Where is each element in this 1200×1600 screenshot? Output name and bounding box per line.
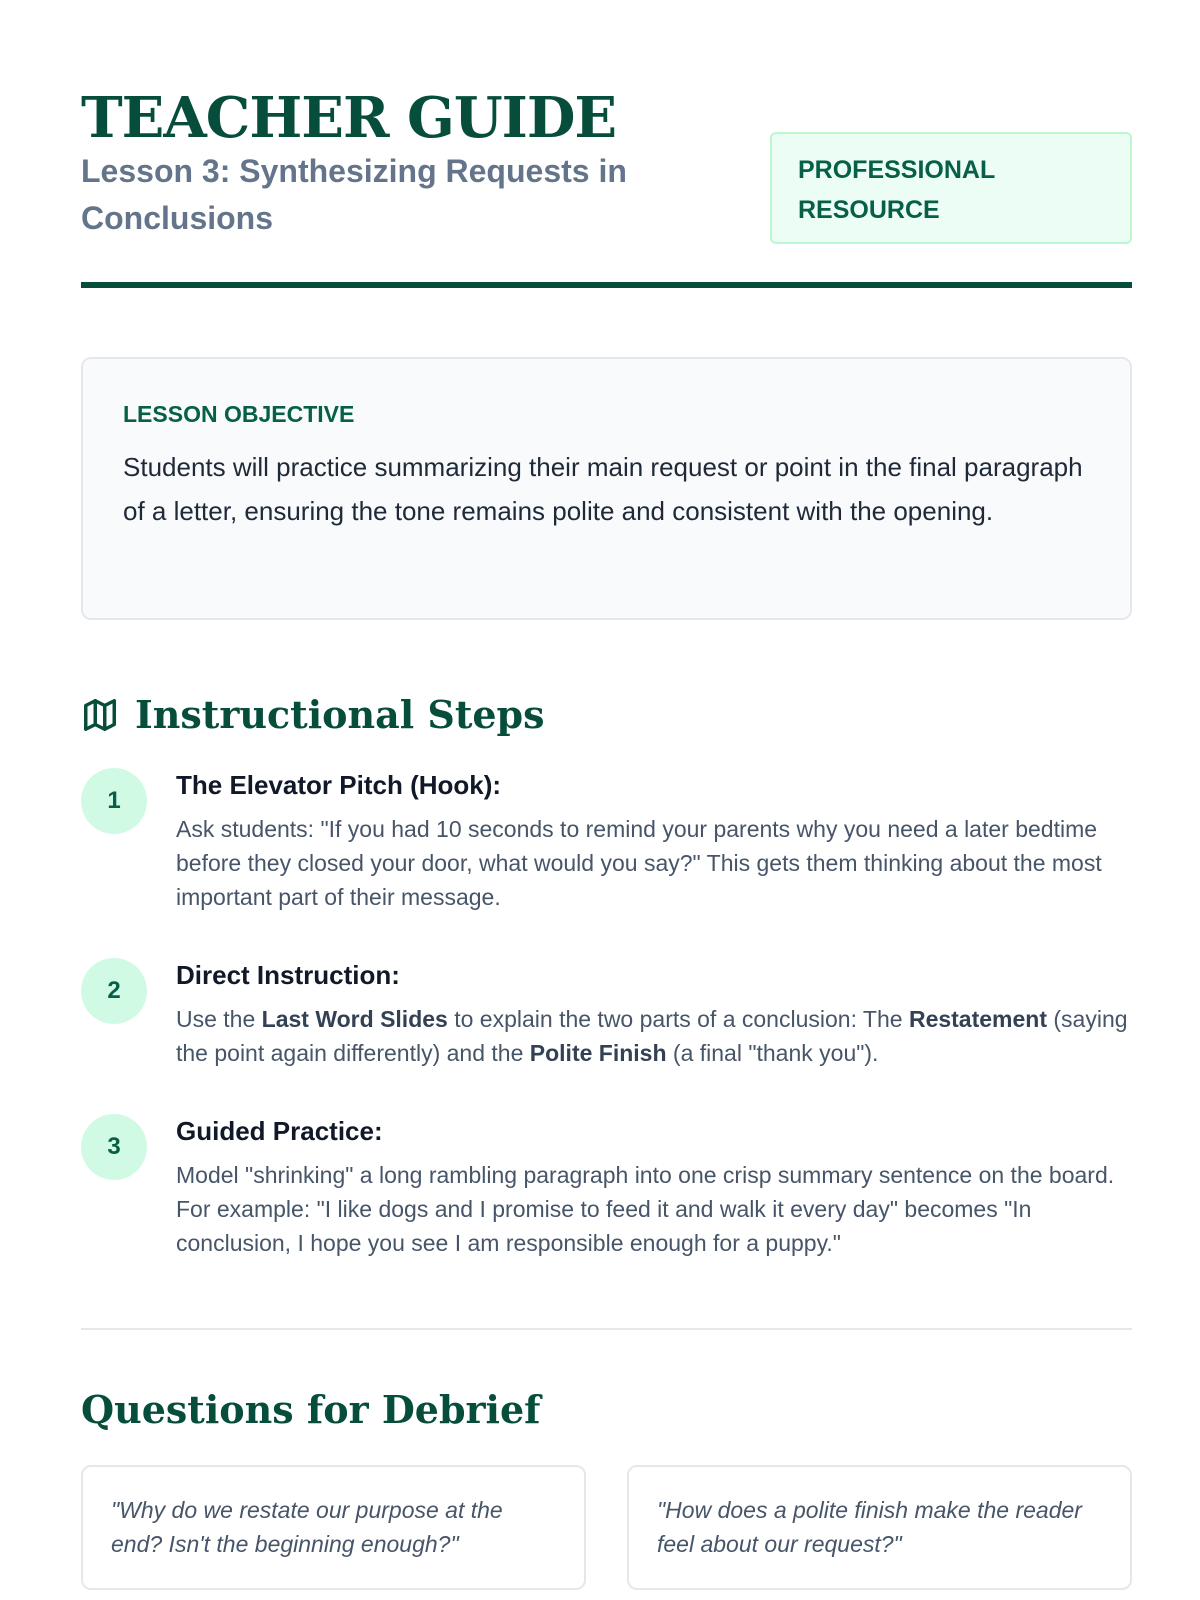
header (81, 86, 1132, 290)
objective-label: LESSON OBJECTIVE (123, 401, 355, 427)
debrief-question-card (627, 1465, 1132, 1590)
step-text-part: (saying the point again differently) and the (176, 1006, 1128, 1066)
badge-line-1: PROFESSIONAL (798, 156, 996, 184)
step-title: Guided Practice: (176, 1116, 383, 1146)
step-text: Model "shrinking" a long rambling paragraph into one crisp summary sentence on the board. For example: "I like dogs and I promise to feed it and walk it every day" becomes "In conclusion, I hope you see I am responsible enough for a puppy." (176, 1162, 1115, 1256)
step-text: Ask students: "If you had 10 seconds to remind your parents why you need a later bedtime before they closed your door, what would you say?" This gets them thinking about the most important part of their message. (176, 816, 1102, 910)
step-text (176, 1002, 1132, 1070)
lesson-objective-card (81, 357, 1132, 620)
debrief-question-card (81, 1465, 586, 1590)
header-divider (81, 282, 1132, 288)
lesson-subtitle: Lesson 3: Synthesizing Requests in Conclusions (81, 153, 627, 236)
section-title: Instructional Steps (135, 692, 545, 737)
step-title: Direct Instruction: (176, 960, 400, 990)
step-body (176, 958, 1132, 1070)
section-divider (81, 1328, 1132, 1330)
step-text-part: to explain the two parts of a conclusion: The (447, 1006, 909, 1032)
debrief-question: "Why do we restate our purpose at the end? Isn't the beginning enough?" (111, 1497, 503, 1557)
debrief-question: "How does a polite finish make the reader feel about our request?" (657, 1497, 1082, 1557)
restatement-term: Restatement (908, 1006, 1047, 1032)
last-word-slides-term: Last Word Slides (261, 1006, 448, 1032)
step-number-badge: 3 (81, 1114, 147, 1180)
step-number-badge: 1 (81, 768, 147, 834)
map-icon (81, 696, 119, 734)
polite-finish-term: Polite Finish (529, 1040, 667, 1066)
step-title: The Elevator Pitch (Hook): (176, 770, 502, 800)
step-body (176, 768, 1132, 914)
badge-line-2: RESOURCE (798, 196, 940, 224)
instructional-steps-heading (81, 690, 545, 740)
step-body (176, 1114, 1132, 1260)
professional-resource-badge (770, 132, 1132, 244)
teacher-guide-page (81, 0, 1132, 1600)
objective-text: Students will practice summarizing their main request or point in the final paragraph of a letter, ensuring the tone remains polite and consistent with the opening. (123, 452, 1083, 526)
step-number-badge: 2 (81, 958, 147, 1024)
step-text-part: (a final "thank you"). (666, 1040, 879, 1066)
step-text-part: Use the (176, 1006, 262, 1032)
debrief-heading: Questions for Debrief (81, 1387, 541, 1432)
page-title: TEACHER GUIDE (81, 85, 617, 151)
